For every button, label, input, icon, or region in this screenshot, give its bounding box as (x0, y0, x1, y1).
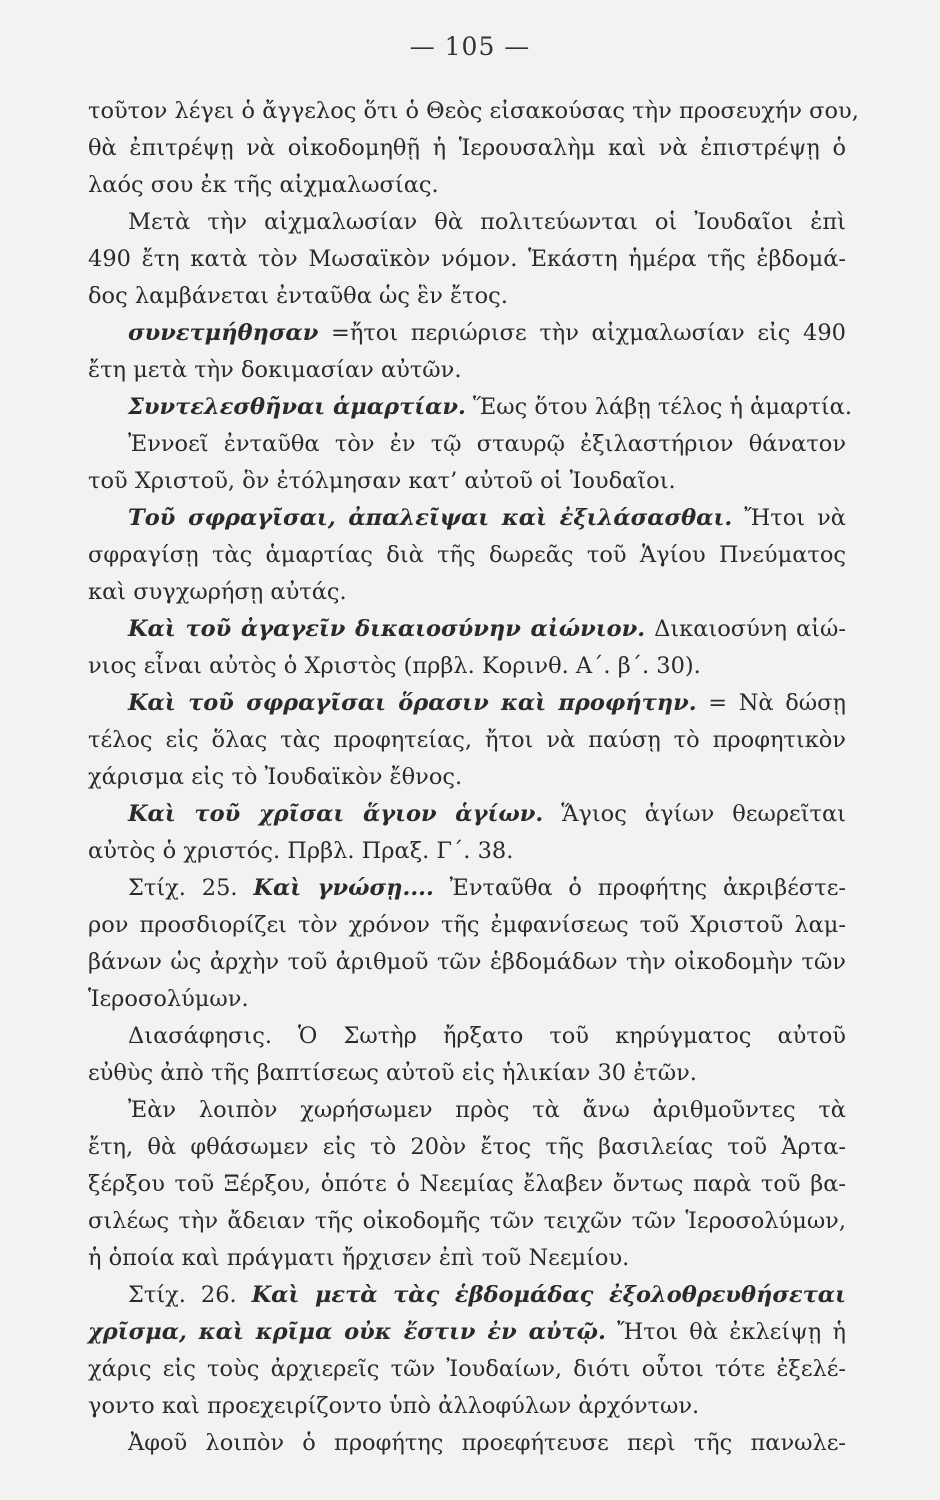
quoted-phrase: Καὶ μετὰ τὰς ἑβδομάδας ἐξολοθρευθήσεται (251, 1282, 846, 1308)
text-line: χάρισμα εἰς τὸ Ἰουδαϊκὸν ἔθνος. (88, 764, 463, 790)
text-line (88, 870, 846, 907)
text-line: νιος εἶναι αὐτὸς ὁ Χριστὸς (πρβλ. Κορινθ. Α΄. β΄. 30). (88, 653, 701, 679)
page-number: — 105 — (409, 32, 531, 61)
text-line: αὐτὸς ὁ χριστός. Πρβλ. Πραξ. Γ΄. 38. (88, 838, 514, 864)
text-line (88, 389, 853, 426)
text-line (88, 315, 846, 352)
text-line: ρον προσδιορίζει τὸν χρόνον τῆς ἐμφανίσεως τοῦ Χριστοῦ λαμ- (88, 912, 846, 938)
text-line: γοντο καὶ προεχειρίζοντο ὑπὸ ἀλλοφύλων ἀρχόντων. (88, 1393, 700, 1419)
commentary-text: =ἤτοι περιώρισε τὴν αἰχμαλωσίαν εἰς 490 (318, 320, 846, 346)
text-line: Διασάφησις. Ὁ Σωτὴρ ἤρξατο τοῦ κηρύγματος αὐτοῦ (128, 1023, 846, 1049)
quoted-phrase: Καὶ γνώσῃ.... (253, 875, 434, 901)
quoted-phrase: Καὶ τοῦ σφραγῖσαι ὅρασιν καὶ προφήτην. (128, 690, 697, 716)
quoted-phrase: Καὶ τοῦ χρῖσαι ἅγιον ἁγίων. (128, 801, 544, 827)
text-line: βάνων ὡς ἀρχὴν τοῦ ἀριθμοῦ τῶν ἑβδομάδων τὴν οἰκοδομὴν τῶν (88, 949, 846, 975)
text-line: Ἱεροσολύμων. (88, 986, 249, 1012)
text-line: ἡ ὁποία καὶ πράγματι ἤρχισεν ἐπὶ τοῦ Νεεμίου. (88, 1245, 630, 1271)
text-line (88, 500, 846, 537)
text-line: τέλος εἰς ὅλας τὰς προφητείας, ἤτοι νὰ παύσῃ τὸ προφητικὸν (88, 727, 846, 753)
text-line: καὶ συγχωρήσῃ αὐτάς. (88, 579, 347, 605)
text-line (88, 685, 846, 722)
quoted-phrase: Καὶ τοῦ ἀγαγεῖν δικαιοσύνην αἰώνιον. (128, 616, 646, 642)
text-line: σιλέως τὴν ἄδειαν τῆς οἰκοδομῆς τῶν τειχῶν τῶν Ἱεροσολύμων, (88, 1208, 846, 1234)
text-line (88, 796, 846, 833)
text-line: σφραγίσῃ τὰς ἁμαρτίας διὰ τῆς δωρεᾶς τοῦ Ἁγίου Πνεύματος (88, 542, 846, 568)
quoted-phrase: συνετμήθησαν (128, 320, 319, 346)
text-line: θὰ ἐπιτρέψῃ νὰ οἰκοδομηθῇ ἡ Ἱερουσαλὴμ καὶ νὰ ἐπιστρέψῃ ὁ (88, 135, 846, 161)
text-line: ἔτη μετὰ τὴν δοκιμασίαν αὐτῶν. (88, 357, 462, 383)
text-line: ξέρξου τοῦ Ξέρξου, ὁπότε ὁ Νεεμίας ἔλαβεν ὄντως παρὰ τοῦ βα- (88, 1171, 846, 1197)
text-line: τοῦ Χριστοῦ, ὃν ἐτόλμησαν κατ’ αὐτοῦ οἱ Ἰουδαῖοι. (88, 468, 676, 494)
text-line: Ἐννοεῖ ἐνταῦθα τὸν ἐν τῷ σταυρῷ ἐξιλαστήριον θάνατον (128, 431, 846, 457)
text-line: Ἀφοῦ λοιπὸν ὁ προφήτης προεφήτευσε περὶ τῆς πανωλε- (128, 1430, 846, 1456)
verse-reference: Στίχ. 26. (128, 1282, 252, 1308)
quoted-phrase: χρῖσμα, καὶ κρῖμα οὐκ ἔστιν ἐν αὐτῷ. (88, 1319, 606, 1345)
text-line: δος λαμβάνεται ἐνταῦθα ὡς ἓν ἔτος. (88, 283, 508, 309)
text-line: Μετὰ τὴν αἰχμαλωσίαν θὰ πολιτεύωνται οἱ Ἰουδαῖοι ἐπὶ (128, 209, 846, 235)
text-line: εὐθὺς ἀπὸ τῆς βαπτίσεως αὐτοῦ εἰς ἡλικίαν 30 ἐτῶν. (88, 1060, 697, 1086)
text-line: λαός σου ἐκ τῆς αἰχμαλωσίας. (88, 172, 439, 198)
commentary-text: Ἕως ὅτου λάβῃ τέλος ἡ ἁμαρτία. (465, 394, 853, 420)
text-line: Ἐὰν λοιπὸν χωρήσωμεν πρὸς τὰ ἄνω ἀριθμοῦντες τὰ (128, 1097, 846, 1123)
text-line (88, 1314, 846, 1351)
commentary-text: Ἤτοι θὰ ἐκλείψῃ ἡ (605, 1319, 847, 1345)
commentary-text: Ἅγιος ἁγίων θεωρεῖται (543, 801, 846, 827)
quoted-phrase: Συντελεσθῆναι ἁμαρτίαν. (128, 394, 466, 420)
commentary-text: Ἤτοι νὰ (732, 505, 846, 531)
text-line (88, 1277, 846, 1314)
text-line: ἔτη, θὰ φθάσωμεν εἰς τὸ 20ὸν ἔτος τῆς βασιλείας τοῦ Ἀρτα- (88, 1134, 846, 1160)
text-line: χάρις εἰς τοὺς ἀρχιερεῖς τῶν Ἰουδαίων, διότι οὗτοι τότε ἐξελέ- (88, 1356, 846, 1382)
text-line: 490 ἔτη κατὰ τὸν Μωσαϊκὸν νόμον. Ἑκάστη ἡμέρα τῆς ἑβδομά- (88, 246, 846, 272)
commentary-text: = Νὰ δώσῃ (696, 690, 846, 716)
commentary-text: Δικαιοσύνη αἰώ- (645, 616, 846, 642)
text-line: τοῦτον λέγει ὁ ἄγγελος ὅτι ὁ Θεὸς εἰσακούσας τὴν προσευχήν σου, (88, 98, 859, 124)
quoted-phrase: Τοῦ σφραγῖσαι, ἀπαλεῖψαι καὶ ἐξιλάσασθαι. (128, 505, 733, 531)
body-text (88, 93, 859, 1462)
text-line (88, 611, 846, 648)
commentary-text: Ἐνταῦθα ὁ προφήτης ἀκριβέστε- (433, 875, 846, 901)
verse-reference: Στίχ. 25. (128, 875, 254, 901)
